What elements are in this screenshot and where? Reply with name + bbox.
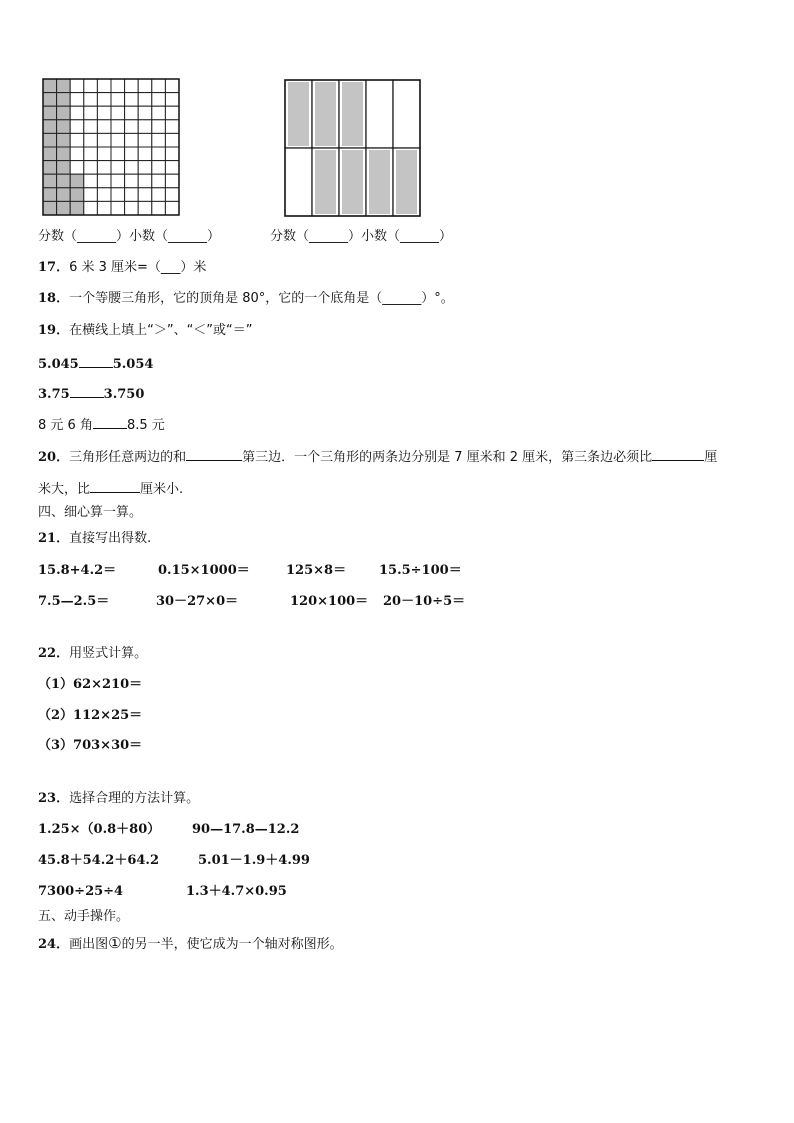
question-21	[38, 531, 151, 547]
grid-cell	[111, 93, 125, 107]
q19-item-3-blank[interactable]	[93, 416, 127, 429]
grid-cell	[84, 133, 98, 147]
grid-cell	[70, 106, 84, 120]
grid-cell-shaded	[43, 106, 57, 120]
grid-cell	[138, 106, 152, 120]
bar-fraction-svg	[284, 79, 421, 217]
q20-blank-1[interactable]	[186, 448, 242, 461]
grid-cell	[152, 120, 166, 134]
q20-part5: 厘米小.	[140, 482, 184, 497]
grid-cell	[125, 147, 139, 161]
q19-item-1-right: 5.054	[112, 357, 154, 372]
bar-cell	[285, 148, 312, 216]
q23-number: 23．	[38, 791, 70, 806]
grid-cell	[165, 106, 179, 120]
grid-cell-shaded	[57, 147, 71, 161]
grid-cell-shaded	[57, 106, 71, 120]
q17-text: 6 米 3 厘米=（___）米	[69, 260, 207, 275]
hundred-grid-figure	[42, 78, 180, 216]
grid-cell	[84, 201, 98, 215]
grid-cell	[152, 201, 166, 215]
q21-r1-c3: 125×8＝	[286, 563, 347, 578]
q23-r2-c2: 5.01－1.9＋4.99	[198, 853, 310, 868]
grid-cell-shaded	[43, 93, 57, 107]
grid-cell-shaded	[70, 201, 84, 215]
grid-cell	[152, 133, 166, 147]
q21-text: 直接写出得数.	[69, 531, 152, 546]
grid-cell	[97, 161, 111, 175]
q21-row-2	[38, 594, 498, 610]
grid-cell-shaded	[57, 201, 71, 215]
grid-cell	[165, 201, 179, 215]
grid-cell	[138, 133, 152, 147]
grid-cell	[138, 93, 152, 107]
grid-cell-shaded	[57, 161, 71, 175]
q19-item-1-left: 5.045	[38, 357, 79, 372]
bar-cell-shaded	[396, 150, 417, 214]
q22-text: 用竖式计算。	[69, 646, 148, 661]
grid-cell	[125, 79, 139, 93]
grid-cell-shaded	[57, 174, 71, 188]
bar-cell	[393, 80, 420, 148]
grid-cell	[165, 93, 179, 107]
grid-cell	[84, 147, 98, 161]
q19-item-2-right: 3.750	[103, 387, 145, 402]
bar-fraction-figure	[284, 79, 421, 217]
q19-number: 19．	[38, 323, 70, 338]
q21-r1-c4: 15.5÷100＝	[379, 563, 462, 578]
grid-cell-shaded	[43, 174, 57, 188]
question-24	[38, 935, 343, 953]
grid-cell	[165, 133, 179, 147]
q21-r2-c1: 7.5—2.5＝	[38, 594, 110, 609]
grid-cell	[111, 133, 125, 147]
q23-r2-c1: 45.8＋54.2＋64.2	[38, 853, 159, 868]
q17-number: 17．	[38, 260, 70, 275]
grid-cell-shaded	[57, 93, 71, 107]
question-23	[38, 791, 199, 807]
grid-cell	[111, 201, 125, 215]
grid-cell	[152, 161, 166, 175]
q23-row-2	[38, 853, 338, 869]
q19-item-3-left: 8 元 6 角	[38, 418, 93, 433]
grid-cell	[138, 161, 152, 175]
grid-cell	[97, 79, 111, 93]
grid-cell	[125, 120, 139, 134]
grid-cell	[111, 161, 125, 175]
q21-row-1	[38, 563, 498, 579]
q18-text: 一个等腰三角形，它的顶角是 80°，它的一个底角是（______）°。	[69, 291, 454, 306]
q20-part4: 米大，比	[38, 482, 91, 497]
grid-cell	[138, 201, 152, 215]
q19-item-1	[38, 355, 153, 373]
q22-number: 22．	[38, 646, 70, 661]
grid-cell	[165, 147, 179, 161]
grid-cell	[125, 174, 139, 188]
grid-cell-shaded	[43, 161, 57, 175]
q21-r1-c1: 15.8+4.2＝	[38, 563, 117, 578]
q21-r2-c2: 30－27×0＝	[156, 594, 239, 609]
q23-r3-c2: 1.3＋4.7×0.95	[186, 884, 287, 899]
q21-r2-c4: 20－10÷5＝	[383, 594, 466, 609]
grid-cell-shaded	[70, 188, 84, 202]
grid-cell	[138, 79, 152, 93]
question-19	[38, 323, 253, 339]
grid-cell	[111, 79, 125, 93]
grid-cell	[70, 161, 84, 175]
grid-cell	[138, 188, 152, 202]
grid-cell	[111, 188, 125, 202]
grid-cell	[97, 106, 111, 120]
grid-cell	[165, 161, 179, 175]
grid-cell	[70, 93, 84, 107]
figure-label-right: 分数（______）小数（______）	[270, 229, 453, 244]
grid-cell-shaded	[43, 147, 57, 161]
grid-cell	[97, 93, 111, 107]
grid-cell	[125, 93, 139, 107]
q19-text: 在横线上填上“＞”、“＜”或“＝”	[69, 323, 253, 338]
q23-row-1	[38, 822, 338, 838]
grid-cell	[97, 174, 111, 188]
grid-cell	[152, 79, 166, 93]
grid-cell-shaded	[57, 79, 71, 93]
grid-cell	[125, 106, 139, 120]
grid-cell	[84, 161, 98, 175]
q18-number: 18．	[38, 291, 70, 306]
question-20	[38, 448, 717, 466]
q19-item-2	[38, 385, 144, 403]
grid-cell	[165, 79, 179, 93]
grid-cell	[125, 201, 139, 215]
question-18	[38, 291, 454, 307]
question-17	[38, 260, 206, 276]
q23-r1-c1: 1.25×（0.8＋80）	[38, 822, 161, 837]
grid-cell	[70, 79, 84, 93]
grid-cell	[152, 147, 166, 161]
figure-label-left: 分数（______）小数（______）	[38, 229, 221, 244]
grid-cell	[84, 120, 98, 134]
grid-cell	[111, 174, 125, 188]
grid-cell	[111, 120, 125, 134]
q19-item-3	[38, 416, 165, 434]
grid-cell-shaded	[43, 120, 57, 134]
q19-item-3-right: 8.5 元	[126, 418, 165, 433]
q20-blank-2[interactable]	[652, 448, 704, 461]
grid-cell	[152, 106, 166, 120]
grid-cell-shaded	[57, 133, 71, 147]
q20-number: 20．	[38, 450, 70, 465]
bar-cell-shaded	[315, 82, 336, 146]
grid-cell	[70, 120, 84, 134]
q20-part2: 第三边．一个三角形的两条边分别是 7 厘米和 2 厘米，第三条边必须比	[242, 450, 653, 465]
grid-cell	[97, 133, 111, 147]
hundred-grid-svg	[42, 78, 180, 216]
grid-cell	[138, 120, 152, 134]
q21-r2-c3: 120×100＝	[290, 594, 369, 609]
grid-cell	[152, 188, 166, 202]
q23-r1-c2: 90—17.8—12.2	[192, 822, 300, 837]
grid-cell	[84, 79, 98, 93]
bar-cell-shaded	[315, 150, 336, 214]
q21-r1-c2: 0.15×1000＝	[158, 563, 250, 578]
q21-number: 21．	[38, 531, 70, 546]
section-5-heading: 五、动手操作。	[38, 909, 130, 924]
q23-row-3	[38, 884, 338, 900]
grid-cell	[165, 174, 179, 188]
grid-cell	[138, 174, 152, 188]
question-22	[38, 646, 147, 662]
grid-cell-shaded	[43, 201, 57, 215]
grid-cell	[97, 201, 111, 215]
grid-cell-shaded	[43, 79, 57, 93]
q23-r3-c1: 7300÷25÷4	[38, 884, 124, 899]
grid-cell	[152, 174, 166, 188]
grid-cell	[84, 174, 98, 188]
grid-cell-shaded	[43, 133, 57, 147]
q22-item-1: （1）62×210＝	[38, 677, 143, 692]
grid-cell	[125, 188, 139, 202]
bar-cell	[366, 80, 393, 148]
grid-cell	[97, 120, 111, 134]
bar-cell-shaded	[342, 82, 363, 146]
q20-part3: 厘	[704, 450, 718, 465]
q19-item-2-blank[interactable]	[70, 385, 104, 398]
q24-text-b: 的另一半，使它成为一个轴对称图形。	[121, 937, 343, 952]
q24-number: 24．	[38, 937, 70, 952]
grid-cell	[84, 93, 98, 107]
grid-cell	[111, 106, 125, 120]
grid-cell	[125, 133, 139, 147]
grid-cell	[111, 147, 125, 161]
grid-cell	[165, 188, 179, 202]
q19-item-1-blank[interactable]	[79, 355, 113, 368]
grid-cell	[165, 120, 179, 134]
question-20-cont	[38, 480, 183, 498]
grid-cell	[70, 133, 84, 147]
q23-text: 选择合理的方法计算。	[69, 791, 200, 806]
grid-cell	[125, 161, 139, 175]
grid-cell	[152, 93, 166, 107]
q20-part1: 三角形任意两边的和	[69, 450, 187, 465]
grid-cell-shaded	[70, 174, 84, 188]
q22-item-3: （3）703×30＝	[38, 738, 143, 753]
bar-cell-shaded	[342, 150, 363, 214]
q20-blank-3[interactable]	[90, 480, 140, 493]
circled-one-icon: ①	[108, 934, 122, 952]
grid-cell	[97, 188, 111, 202]
grid-cell-shaded	[43, 188, 57, 202]
q24-text-a: 画出图	[69, 937, 109, 952]
q19-item-2-left: 3.75	[38, 387, 70, 402]
q22-item-2: （2）112×25＝	[38, 708, 143, 723]
grid-cell	[84, 188, 98, 202]
grid-cell	[138, 147, 152, 161]
grid-cell	[97, 147, 111, 161]
grid-cell-shaded	[57, 120, 71, 134]
grid-cell	[70, 147, 84, 161]
grid-cell	[84, 106, 98, 120]
section-4-heading: 四、细心算一算。	[38, 505, 143, 520]
grid-cell-shaded	[57, 188, 71, 202]
bar-cell-shaded	[288, 82, 309, 146]
bar-cell-shaded	[369, 150, 390, 214]
